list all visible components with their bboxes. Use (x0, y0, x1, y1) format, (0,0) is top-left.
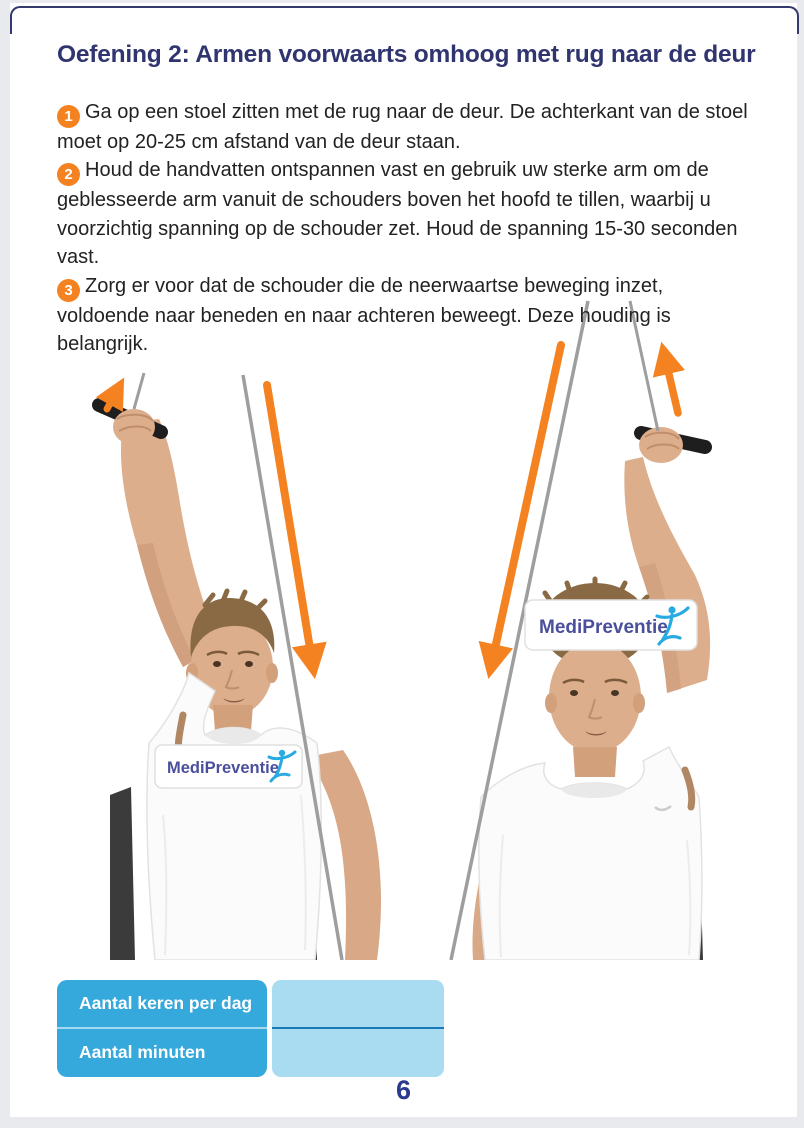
logo-patch-chest (155, 745, 302, 788)
table-value-separator (272, 1027, 444, 1029)
arrow-down-long-left (267, 385, 313, 667)
step-3-text: Zorg er voor dat de schouder die de neerwaartse beweging inzet, voldoende naar beneden en naar achteren beweegt. Deze houding is belangrijk. (57, 274, 671, 356)
step-3-badge: 3 (57, 279, 80, 302)
table-row-times-per-day (57, 980, 267, 1027)
dosage-table (57, 980, 447, 1077)
step-2-text: Houd de handvatten ontspannen vast en gebruik uw sterke arm om de geblesseerde arm vanuit de schouders boven het hoofd te tillen, waarbij u voorzichtig spanning op de schouder zet. Houd de spanning 15-30 seconden vast. (57, 159, 738, 269)
page-title: Oefening 2: Armen voorwaarts omhoog met rug naar de deur (57, 41, 756, 68)
ear-right-2 (633, 693, 645, 713)
label-times-per-day: Aantal keren per dag (79, 993, 253, 1013)
tank-top-2 (479, 747, 702, 960)
ear-right (266, 663, 278, 683)
step-1-text: Ga op een stoel zitten met de rug naar de deur. De achterkant van de stoel moet op 20-25 cm afstand van de deur staan. (57, 101, 748, 153)
head-2 (549, 641, 641, 753)
arrow-up-small-right (664, 353, 678, 413)
step-2-badge: 2 (57, 163, 80, 186)
page-number: 6 (395, 1075, 412, 1105)
eye-left (213, 661, 221, 667)
band-cord-short (134, 373, 144, 409)
photo-left-man (99, 405, 381, 960)
exercise-photos (55, 295, 790, 960)
page-background (10, 3, 797, 1117)
table-value-column (272, 980, 444, 1077)
page-top-border (10, 6, 799, 34)
label-minutes: Aantal minuten (79, 1041, 206, 1062)
step-1 (57, 98, 757, 156)
logo-patch-floating (525, 600, 697, 650)
chair-left-edge (110, 787, 135, 960)
logo-text-left: MediPreventie (167, 759, 279, 777)
step-1-badge: 1 (57, 105, 80, 128)
ear-left-2 (545, 693, 557, 713)
eye-right (245, 661, 253, 667)
eye-left-2 (570, 690, 578, 696)
table-row-minutes (57, 1027, 267, 1075)
step-2 (57, 156, 757, 271)
step-3 (57, 272, 757, 359)
neck-2 (573, 747, 617, 777)
instructions (57, 98, 757, 358)
eye-right-2 (611, 690, 619, 696)
logo-text-right: MediPreventie (539, 617, 668, 638)
table-label-column (57, 980, 267, 1077)
